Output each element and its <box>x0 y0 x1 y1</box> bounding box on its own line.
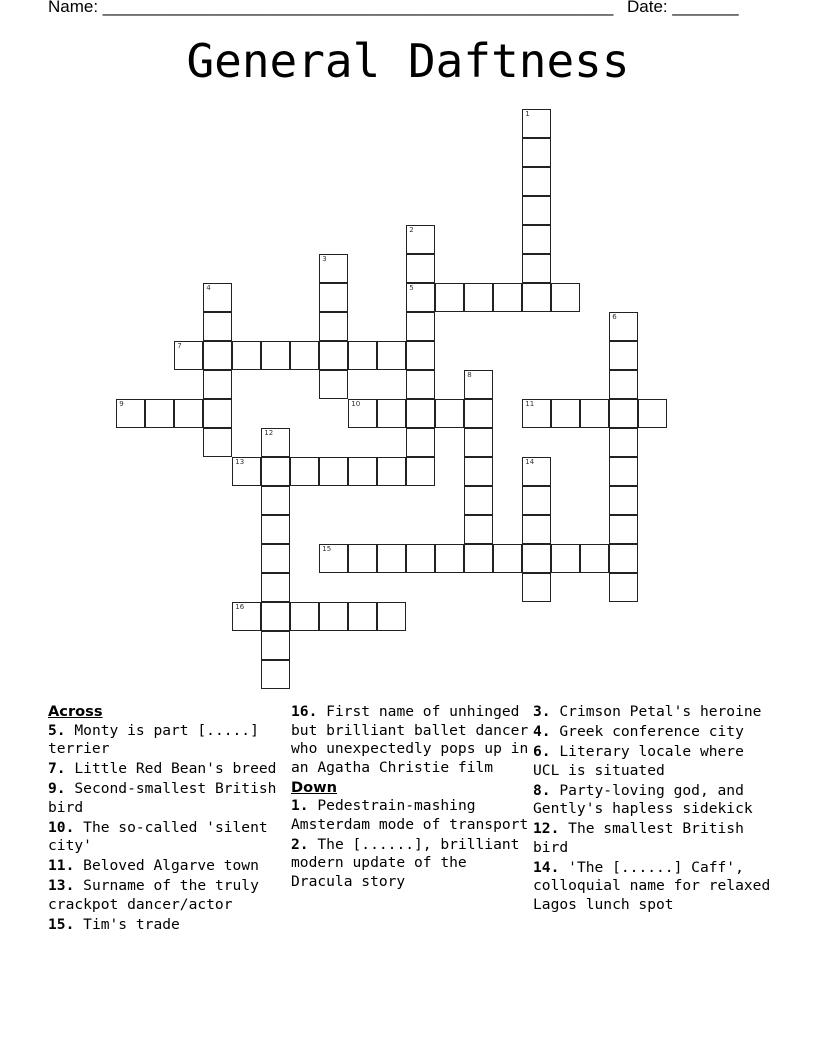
grid-cell[interactable] <box>319 370 348 399</box>
cell-number: 7 <box>177 342 182 351</box>
grid-cell[interactable] <box>580 399 609 428</box>
clue-text: Crimson Petal's heroine <box>559 703 762 720</box>
grid-cell[interactable] <box>290 602 319 631</box>
grid-cell[interactable] <box>638 399 667 428</box>
cell-number: 16 <box>235 603 245 612</box>
clue-number: 13. <box>48 877 75 894</box>
grid-cell[interactable] <box>522 254 551 283</box>
cell-number: 14 <box>525 458 535 467</box>
clue-text: Surname of the truly crackpot dancer/actor <box>48 877 259 913</box>
clue-number: 11. <box>48 857 75 874</box>
grid-cell[interactable] <box>406 370 435 399</box>
grid-cell[interactable] <box>609 428 638 457</box>
clue-across-5 <box>48 722 288 759</box>
clue-down-12 <box>533 820 773 857</box>
grid-cell[interactable] <box>261 660 290 689</box>
grid-cell[interactable] <box>203 399 232 428</box>
grid-cell[interactable] <box>522 457 551 486</box>
grid-cell[interactable] <box>464 457 493 486</box>
grid-cell[interactable] <box>522 573 551 602</box>
grid-cell[interactable] <box>609 573 638 602</box>
page-title: General Daftness <box>186 34 630 88</box>
clue-down-1 <box>291 797 531 834</box>
grid-cell[interactable] <box>406 399 435 428</box>
grid-cell[interactable] <box>174 399 203 428</box>
clue-down-4 <box>533 723 773 742</box>
clue-across-13 <box>48 877 288 914</box>
cell-number: 5 <box>409 284 414 293</box>
grid-cell[interactable] <box>609 457 638 486</box>
clue-across-9 <box>48 780 288 817</box>
grid-cell[interactable] <box>319 602 348 631</box>
grid-cell[interactable] <box>551 283 580 312</box>
grid-cell[interactable] <box>609 399 638 428</box>
cell-number: 13 <box>235 458 245 467</box>
grid-cell[interactable] <box>203 370 232 399</box>
clue-number: 15. <box>48 915 75 933</box>
clue-text: First name of unhinged but brilliant ballet dancer who unexpectedly pops up in an Agatha Christie film <box>291 703 529 776</box>
clue-text: Literary locale where UCL is situated <box>533 743 744 779</box>
grid-cell[interactable] <box>348 457 377 486</box>
grid-cell[interactable] <box>522 109 551 138</box>
clue-down-8 <box>533 782 773 819</box>
grid-cell[interactable] <box>522 399 551 428</box>
cell-number: 12 <box>264 429 274 438</box>
grid-cell[interactable] <box>261 428 290 457</box>
grid-cell[interactable] <box>261 515 290 544</box>
grid-cell[interactable] <box>232 457 261 486</box>
grid-cell[interactable] <box>551 399 580 428</box>
clues-column-1 <box>48 703 288 936</box>
grid-cell[interactable] <box>406 283 435 312</box>
clue-text: Party-loving god, and Gently's hapless sidekick <box>533 781 753 817</box>
grid-cell[interactable] <box>319 341 348 370</box>
clues-column-2 <box>291 703 531 893</box>
clues-column-3 <box>533 703 773 916</box>
clue-text: 'The [......] Caff', colloquial name for relaxed Lagos lunch spot <box>533 858 771 913</box>
clue-down-3 <box>533 703 773 722</box>
clue-number: 4. <box>533 723 551 740</box>
grid-cell[interactable] <box>261 544 290 573</box>
clue-text: Little Red Bean's breed <box>74 760 277 777</box>
grid-cell[interactable] <box>348 341 377 370</box>
grid-cell[interactable] <box>232 602 261 631</box>
grid-cell[interactable] <box>464 428 493 457</box>
clue-text: Beloved Algarve town <box>83 857 259 874</box>
clue-text: Monty is part [.....] terrier <box>48 721 259 757</box>
grid-cell[interactable] <box>203 428 232 457</box>
grid-cell[interactable] <box>261 486 290 515</box>
grid-cell[interactable] <box>609 515 638 544</box>
grid-cell[interactable] <box>522 515 551 544</box>
grid-cell[interactable] <box>464 399 493 428</box>
grid-cell[interactable] <box>464 486 493 515</box>
clue-number: 5. <box>48 721 66 739</box>
clue-number: 8. <box>533 781 551 799</box>
clue-number: 3. <box>533 703 551 720</box>
clue-number: 14. <box>533 858 560 876</box>
grid-cell[interactable] <box>406 312 435 341</box>
grid-cell[interactable] <box>261 341 290 370</box>
grid-cell[interactable] <box>493 283 522 312</box>
grid-cell[interactable] <box>319 283 348 312</box>
grid-cell[interactable] <box>261 457 290 486</box>
grid-cell[interactable] <box>551 544 580 573</box>
date-field[interactable]: Date: _______ <box>627 0 739 16</box>
grid-cell[interactable] <box>145 399 174 428</box>
grid-cell[interactable] <box>406 544 435 573</box>
grid-cell[interactable] <box>406 428 435 457</box>
across-heading: Across <box>48 703 103 720</box>
grid-cell[interactable] <box>406 457 435 486</box>
cell-number: 8 <box>467 371 472 380</box>
grid-cell[interactable] <box>464 515 493 544</box>
grid-cell[interactable] <box>435 283 464 312</box>
grid-cell[interactable] <box>609 486 638 515</box>
cell-number: 6 <box>612 313 617 322</box>
down-heading: Down <box>291 778 338 796</box>
grid-cell[interactable] <box>319 312 348 341</box>
grid-cell[interactable] <box>522 225 551 254</box>
clue-number: 2. <box>291 835 309 853</box>
grid-cell[interactable] <box>493 544 522 573</box>
grid-cell[interactable] <box>609 370 638 399</box>
grid-cell[interactable] <box>406 225 435 254</box>
grid-cell[interactable] <box>522 138 551 167</box>
clue-text: Greek conference city <box>559 723 744 740</box>
clue-text: The so-called 'silent city' <box>48 818 268 854</box>
clue-number: 10. <box>48 818 75 836</box>
clue-number: 16. <box>291 703 318 720</box>
grid-cell[interactable] <box>464 544 493 573</box>
clue-across-11 <box>48 857 288 876</box>
clue-across-16 <box>291 703 531 777</box>
clue-across-15 <box>48 916 288 935</box>
cell-number: 11 <box>525 400 535 409</box>
clue-number: 6. <box>533 743 551 760</box>
grid-cell[interactable] <box>319 254 348 283</box>
grid-cell[interactable] <box>261 573 290 602</box>
name-field[interactable]: Name: ______________________________________________________ <box>48 0 614 16</box>
clue-text: Second-smallest British bird <box>48 780 277 816</box>
cell-number: 1 <box>525 110 530 119</box>
grid-cell[interactable] <box>522 486 551 515</box>
grid-cell[interactable] <box>522 544 551 573</box>
clue-text: The smallest British bird <box>533 820 744 856</box>
cell-number: 4 <box>206 284 211 293</box>
clue-number: 1. <box>291 797 309 814</box>
grid-cell[interactable] <box>261 631 290 660</box>
grid-cell[interactable] <box>377 544 406 573</box>
clue-down-14 <box>533 859 773 915</box>
grid-cell[interactable] <box>232 341 261 370</box>
grid-cell[interactable] <box>580 544 609 573</box>
grid-cell[interactable] <box>377 341 406 370</box>
grid-cell[interactable] <box>203 341 232 370</box>
clue-number: 12. <box>533 820 560 837</box>
grid-cell[interactable] <box>406 341 435 370</box>
grid-cell[interactable] <box>609 312 638 341</box>
grid-cell[interactable] <box>319 457 348 486</box>
grid-cell[interactable] <box>348 544 377 573</box>
clue-down-6 <box>533 743 773 780</box>
grid-cell[interactable] <box>609 341 638 370</box>
clue-text: Tim's trade <box>83 915 180 933</box>
grid-cell[interactable] <box>319 544 348 573</box>
clue-across-10 <box>48 819 288 856</box>
grid-cell[interactable] <box>377 457 406 486</box>
grid-cell[interactable] <box>377 602 406 631</box>
grid-cell[interactable] <box>464 370 493 399</box>
grid-cell[interactable] <box>406 254 435 283</box>
grid-cell[interactable] <box>464 283 493 312</box>
grid-cell[interactable] <box>522 167 551 196</box>
clue-number: 7. <box>48 760 66 777</box>
cell-number: 10 <box>351 400 361 409</box>
clue-number: 9. <box>48 780 66 797</box>
grid-cell[interactable] <box>348 602 377 631</box>
cell-number: 2 <box>409 226 414 235</box>
grid-cell[interactable] <box>290 341 319 370</box>
cell-number: 15 <box>322 545 332 554</box>
grid-cell[interactable] <box>348 399 377 428</box>
grid-cell[interactable] <box>522 196 551 225</box>
clue-text: Pedestrain-mashing Amsterdam mode of transport <box>291 797 529 833</box>
clue-text: The [......], brilliant modern update of the Dracula story <box>291 835 520 890</box>
clue-across-7 <box>48 760 288 779</box>
grid-cell[interactable] <box>203 312 232 341</box>
clue-down-2 <box>291 836 531 892</box>
grid-cell[interactable] <box>377 399 406 428</box>
grid-cell[interactable] <box>203 283 232 312</box>
grid-cell[interactable] <box>174 341 203 370</box>
grid-cell[interactable] <box>522 283 551 312</box>
cell-number: 9 <box>119 400 124 409</box>
grid-cell[interactable] <box>609 544 638 573</box>
grid-cell[interactable] <box>261 602 290 631</box>
grid-cell[interactable] <box>290 457 319 486</box>
grid-cell[interactable] <box>435 544 464 573</box>
grid-cell[interactable] <box>435 399 464 428</box>
cell-number: 3 <box>322 255 327 264</box>
grid-cell[interactable] <box>116 399 145 428</box>
